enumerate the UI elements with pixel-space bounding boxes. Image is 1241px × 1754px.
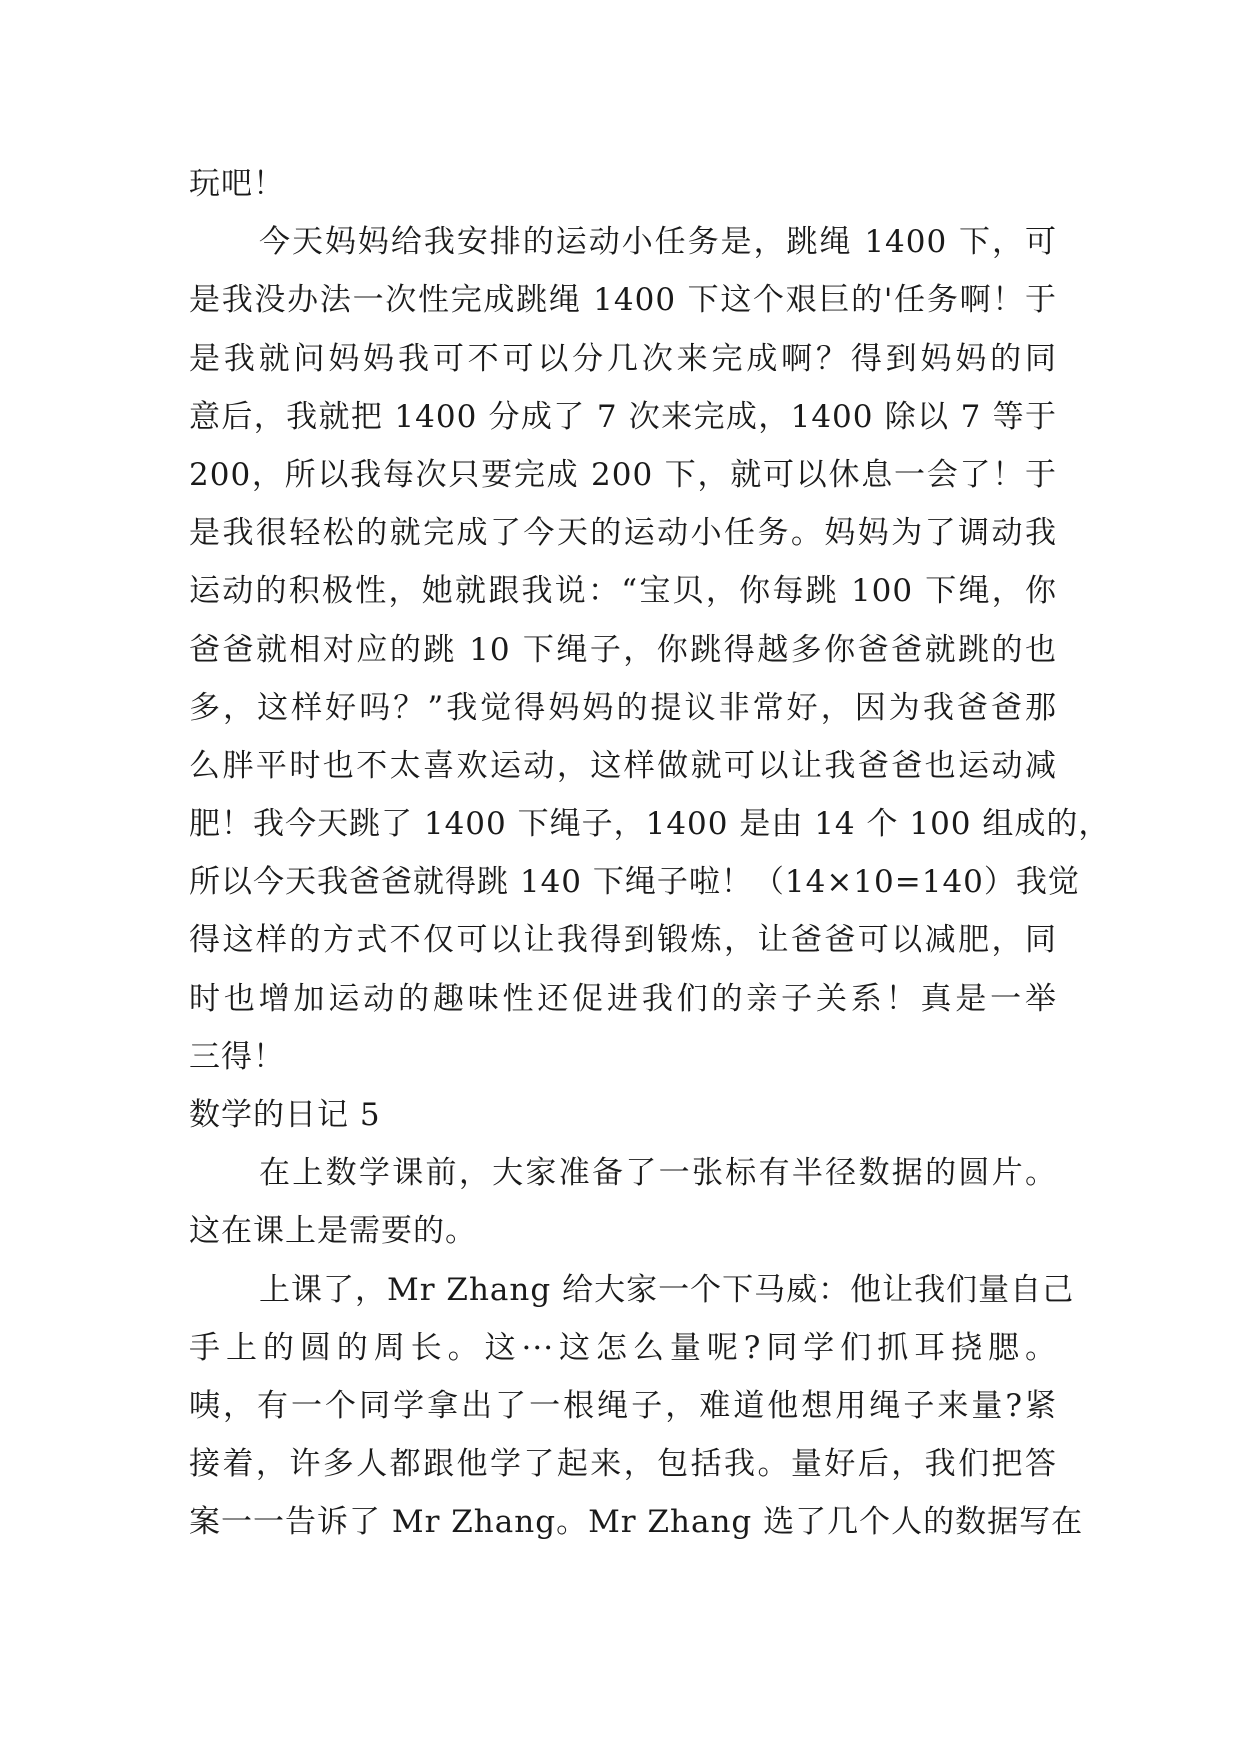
text-line: 三得！ — [189, 1038, 285, 1075]
text-line: 是我很轻松的就完成了今天的运动小任务。妈妈为了调动我 — [189, 515, 1057, 552]
paragraph-start-line: 上课了，Mr Zhang 给大家一个下马威：他让我们量自己 — [259, 1271, 1075, 1308]
text-line: 意后，我就把 1400 分成了 7 次来完成，1400 除以 7 等于 — [189, 398, 1057, 435]
section-heading: 数学的日记 5 — [189, 1097, 381, 1133]
paragraph-start-line: 在上数学课前，大家准备了一张标有半径数据的圆片。 — [259, 1155, 1057, 1192]
text-line: 么胖平时也不太喜欢运动，这样做就可以让我爸爸也运动减 — [189, 747, 1057, 784]
text-line: 爸爸就相对应的跳 10 下绳子，你跳得越多你爸爸就跳的也 — [189, 631, 1057, 668]
text-line: 案一一告诉了 Mr Zhang。Mr Zhang 选了几个人的数据写在 — [189, 1504, 1084, 1541]
text-line: 多，这样好吗？”我觉得妈妈的提议非常好，因为我爸爸那 — [189, 689, 1057, 726]
text-line: 咦，有一个同学拿出了一根绳子，难道他想用绳子来量?紧 — [189, 1387, 1057, 1424]
text-line: 是我就问妈妈我可不可以分几次来完成啊？得到妈妈的同 — [189, 340, 1057, 377]
text-line: 肥！我今天跳了 1400 下绳子，1400 是由 14 个 100 组成的， — [189, 806, 1111, 843]
text-line: 这在课上是需要的。 — [189, 1213, 477, 1250]
text-line: 手上的圆的周长。这···这怎么量呢?同学们抓耳挠腮。 — [189, 1329, 1057, 1366]
diary-text — [189, 155, 1111, 1552]
text-line: 玩吧！ — [189, 166, 285, 202]
paragraph-start-line: 今天妈妈给我安排的运动小任务是，跳绳 1400 下，可 — [259, 224, 1057, 261]
text-line: 接着，许多人都跟他学了起来，包括我。量好后，我们把答 — [189, 1446, 1057, 1483]
text-line: 得这样的方式不仅可以让我得到锻炼，让爸爸可以减肥，同 — [189, 922, 1057, 959]
text-line: 是我没办法一次性完成跳绳 1400 下这个艰巨的'任务啊！于 — [189, 282, 1057, 319]
text-line: 所以今天我爸爸就得跳 140 下绳子啦！（14×10=140）我觉 — [189, 864, 1080, 901]
text-line: 时也增加运动的趣味性还促进我们的亲子关系！真是一举 — [189, 980, 1057, 1017]
text-line: 200，所以我每次只要完成 200 下，就可以休息一会了！于 — [189, 456, 1057, 493]
text-line: 运动的积极性，她就跟我说：“宝贝，你每跳 100 下绳，你 — [189, 573, 1057, 610]
